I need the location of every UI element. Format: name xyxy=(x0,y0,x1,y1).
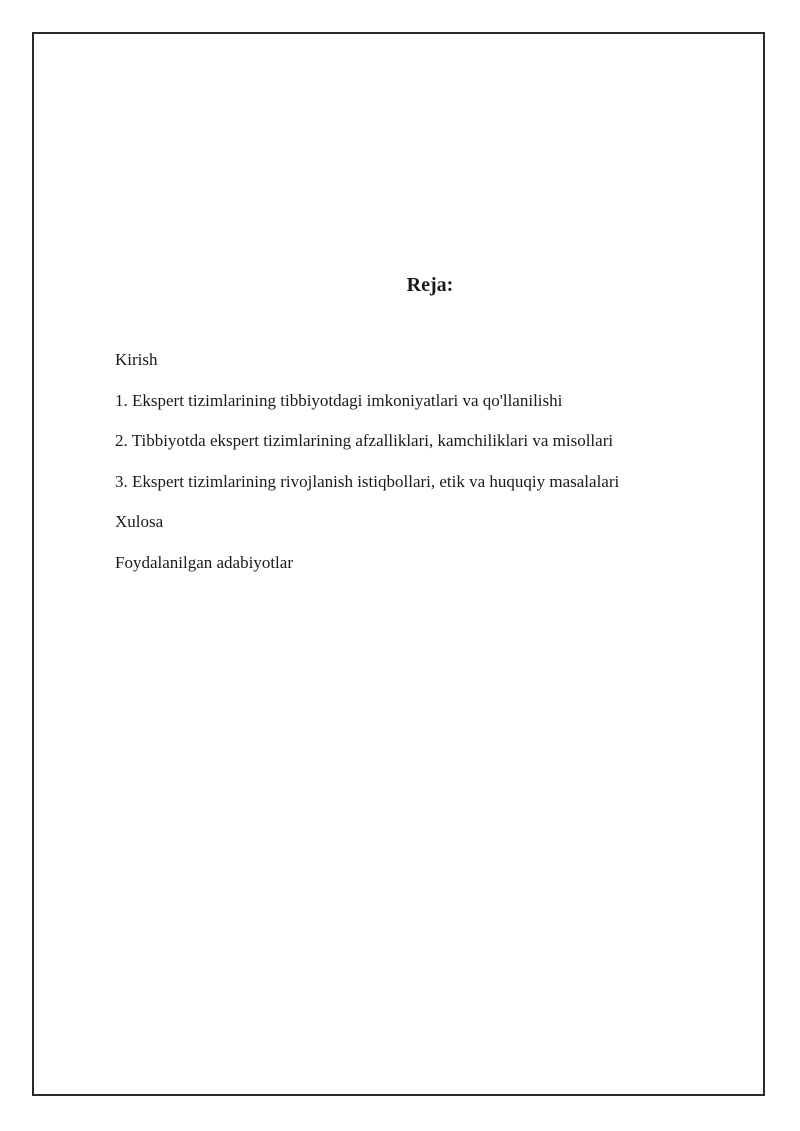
plan-list xyxy=(115,350,619,594)
plan-item-chapter-3: 3. Ekspert tizimlarining rivojlanish istiqbollari, etik va huquqiy masalalari xyxy=(115,471,620,491)
page-title: Reja: xyxy=(406,274,454,296)
plan-item-introduction: Kirish xyxy=(115,350,158,369)
plan-item-chapter-2: 2. Tibbiyotda ekspert tizimlarining afzalliklari, kamchiliklari va misollari xyxy=(115,431,614,451)
plan-item-references: Foydalanilgan adabiyotlar xyxy=(115,552,293,572)
plan-item-chapter-1: 1. Ekspert tizimlarining tibbiyotdagi imkoniyatlari va qo'llanilishi xyxy=(115,390,563,410)
plan-item-conclusion: Xulosa xyxy=(115,512,164,532)
